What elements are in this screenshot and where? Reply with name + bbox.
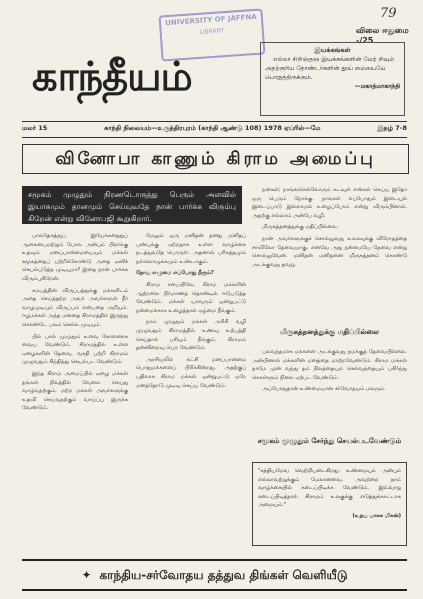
lead-box: சமூகம் முழுதும் நிரணடொருத்து பெரும் அளவில் இயாசுமும் தானமும் செய்யுவதே நான் பார்க்க விரும்பு கிறேன் என்று வினோபஜி கூறுகிறார். — [22, 186, 242, 224]
subhead-society: சமூகம் முழுதும் சேர்ந்து செயல்படவேண்டும் — [257, 437, 402, 445]
handwritten-page-number: 79 — [380, 6, 397, 21]
col3-paragraph: நன்கள்; நாங்களெல்லோரும் கடவுள் என்கள் செய்ய இதோ ஒரு பெரும் நோக்கு. நாங்கள் எப்போதும் இடையுல் இடைப்பாடு இல்லாமல் உழைப்போம் என்று விரும்பினால், அதற்கு எல்லாம் அன்பே வழி. — [252, 187, 407, 219]
footer-banner — [22, 559, 407, 591]
col2-paragraph: அரசியலில் கட்சி மனப்பான்மை பொதுமக்களைப் பிரிக்கின்றது. அதற்குப் பதிலாக கிராம மக்கள் ஒன்றுபட்டு ஒரே மனத்தோடு முடிவு செய்ய வேண்டும். — [136, 356, 246, 389]
stamp-line-1: UNIVERSITY OF JAFFNA — [164, 12, 257, 28]
motto-author: —மகாத்மாகாந்தி — [354, 83, 400, 90]
top-rule — [22, 121, 407, 122]
col1-paragraph: இந்த கிராம அமைப்பில் ஏழை மக்கள் தங்கள் நிலத்தில் வேலை செய்து வாழ்வதற்கும், மற்ற மக்கள் அவர்களுக்கு உதவி செய்வதற்கும் வாய்ப்பு இருக்க வேண்டும். — [22, 370, 128, 412]
star-icon: ✦ — [81, 568, 92, 582]
volume-label: மலர் 15 — [22, 124, 48, 132]
quote-text: "சத்தியமேவ வெற்றியடைகிறது. உண்மையும் அன்பும் எல்லாவற்றுக்கும் மேலானவை. அவற்றை நாம் வாழ்க்கையில் கடைப்பிடிக்க வேண்டும். இவ்வாறு கடைப்பிடித்தால் கிராமம் உலகுக்கு எடுத்துக்காட்டாக அமையும்." — [258, 468, 401, 509]
quote-box — [252, 462, 407, 546]
column-2 — [136, 232, 246, 550]
headline: வினோபா காணும் கிராம அமைப்பு — [22, 144, 409, 174]
col2-paragraph: நாம் முழுதும் மக்கள் அரிசி வழி முழுவதும் கிராமத்தில் உணவு உற்பத்தி செய்தால் பசியும் நீங்கும். கிராமம் தன்னிறைவு பெற வேண்டும். — [136, 319, 246, 352]
col2-question: நோய் எழுமை எப்போது நீரும்? — [136, 270, 214, 277]
price-label: விலை ஈதுமை -/25 — [356, 26, 409, 45]
col1-paragraph: சமயத்தின் விருப்பத்துக்கு மக்களிடம் அதை செய்த்தற்ற அவர் அவர்களுள் நீர் வாழமுடியும் விருப்பம் என்பதை அறியும். ஈழமக்கள் அந்த மனதை கிராமத்தில் இருந்து கொண்டே பலம் செல்ல முடியும். — [22, 287, 128, 328]
dateline: காந்தி நிலையம்—உருத்திரபுரம் (காந்தி ஆண்டு 108) 1978 ஏப்ரில்—மே — [104, 124, 321, 132]
col1-paragraph: பில் பால் முமுதும் உளவ கோளனாக வைய வேண்டும். கிராமத்தில் உள்ள ஏழைகளின் தேவை, வசதி பற்றி கிராமம் முழுவதும் சிந்தித்து செயல்பட வேண்டும். — [22, 333, 128, 366]
subhead-love: மிருகத்தனத்துக்கு மதிப்பில்லை — [280, 328, 379, 336]
column-3 — [252, 186, 407, 326]
motto-title: இயக்கங்கள் — [314, 46, 351, 54]
motto-text: எல்லா சிறிஞ்தஞ இயக்கங்களின் மேற் றிவும் அதற்குரிய தோண்டர்களின் தூய் மையையே பொறுத்திருக்கும். — [265, 56, 395, 81]
col3b-paragraph: பலவந்தமாக மக்களை அடக்குவது நமக்குத் தேவையில்லை. அன்பினால் மக்களின் மனத்தை மாற்றவேண்டும். கிராம மக்கள் தாமே முன் வந்து தம் நிலத்தையும் செல்வத்தையும் பகிர்ந்து கொள்ளும் நிலை ஏற்பட வேண்டும். — [252, 349, 407, 381]
col3-paragraph: நான் அவர்களுக்குச் சொல்லுவது உலகவுக்கு விரோதத்தை சாவிலோ தேவையாகு. எனவே அது நன்மையே தேவை என்று சொல்லுவேன். மனிதன் மனிதனை மிருகத்தனம் கொண்டு அடக்குவது தவறு. — [252, 235, 407, 268]
col3b-paragraph: அப்போதுதான் உண்மையான சர்வோதயம் மலரும். — [262, 386, 386, 393]
footer-text: காந்திய-சர்வோதய தத்துவ திங்கள் வெளியீடு — [99, 568, 348, 582]
quote-source: (உதய பாசுக மிகன்) — [352, 512, 401, 519]
col3-paragraph: மிருகத்தனத்துக்கு மதிப்பில்லை. — [262, 224, 339, 231]
col2-paragraph: கிராம சபையிலே, கிராம மக்களின் ஆற்றலை நிர்மாணத் தொண்டில் ஈடுபடுத்த வேண்டும். மக்கள் யாவரும் ஒன்றுபட்டு நன்மைக்காக உழைத்தால் ஏழ்மை நீங்கும். — [136, 281, 246, 314]
col1-paragraph: பாலதேசுத்துப் இயேக்கதைதுப் ஆகையைமற்றும் போல அன்பும் பிறர்க்கு உதவும் மனப்பான்மையையும் மக்கள் சமூகத்தைப் பற்றிக்கோண்டு அதை ஏனிச் செயல்படுத்த முடியுமா? இதை நான் பார்க்க விரும்புகிறேன். — [22, 233, 128, 282]
stamp-line-2: LIBRARY — [199, 27, 225, 36]
column-1 — [22, 232, 128, 550]
issue-bar — [22, 124, 407, 133]
column-3-lower — [252, 348, 407, 434]
col2-paragraph: மேலும் ஒரு மனிதன் தனது மனிதப் பண்புக்கு ஏற்றதாக உள்ள வாழ்க்கை நடத்துவதே பொருள். அதனால் பரிசுத்தமும் நல்லொழுக்கமும் உண்டாகும். — [136, 233, 246, 265]
issue-rule — [22, 137, 407, 138]
masthead-title: காந்தீயம் — [32, 54, 192, 100]
issue-number: இதழ் 7-8 — [377, 124, 407, 132]
motto-box — [260, 42, 405, 116]
